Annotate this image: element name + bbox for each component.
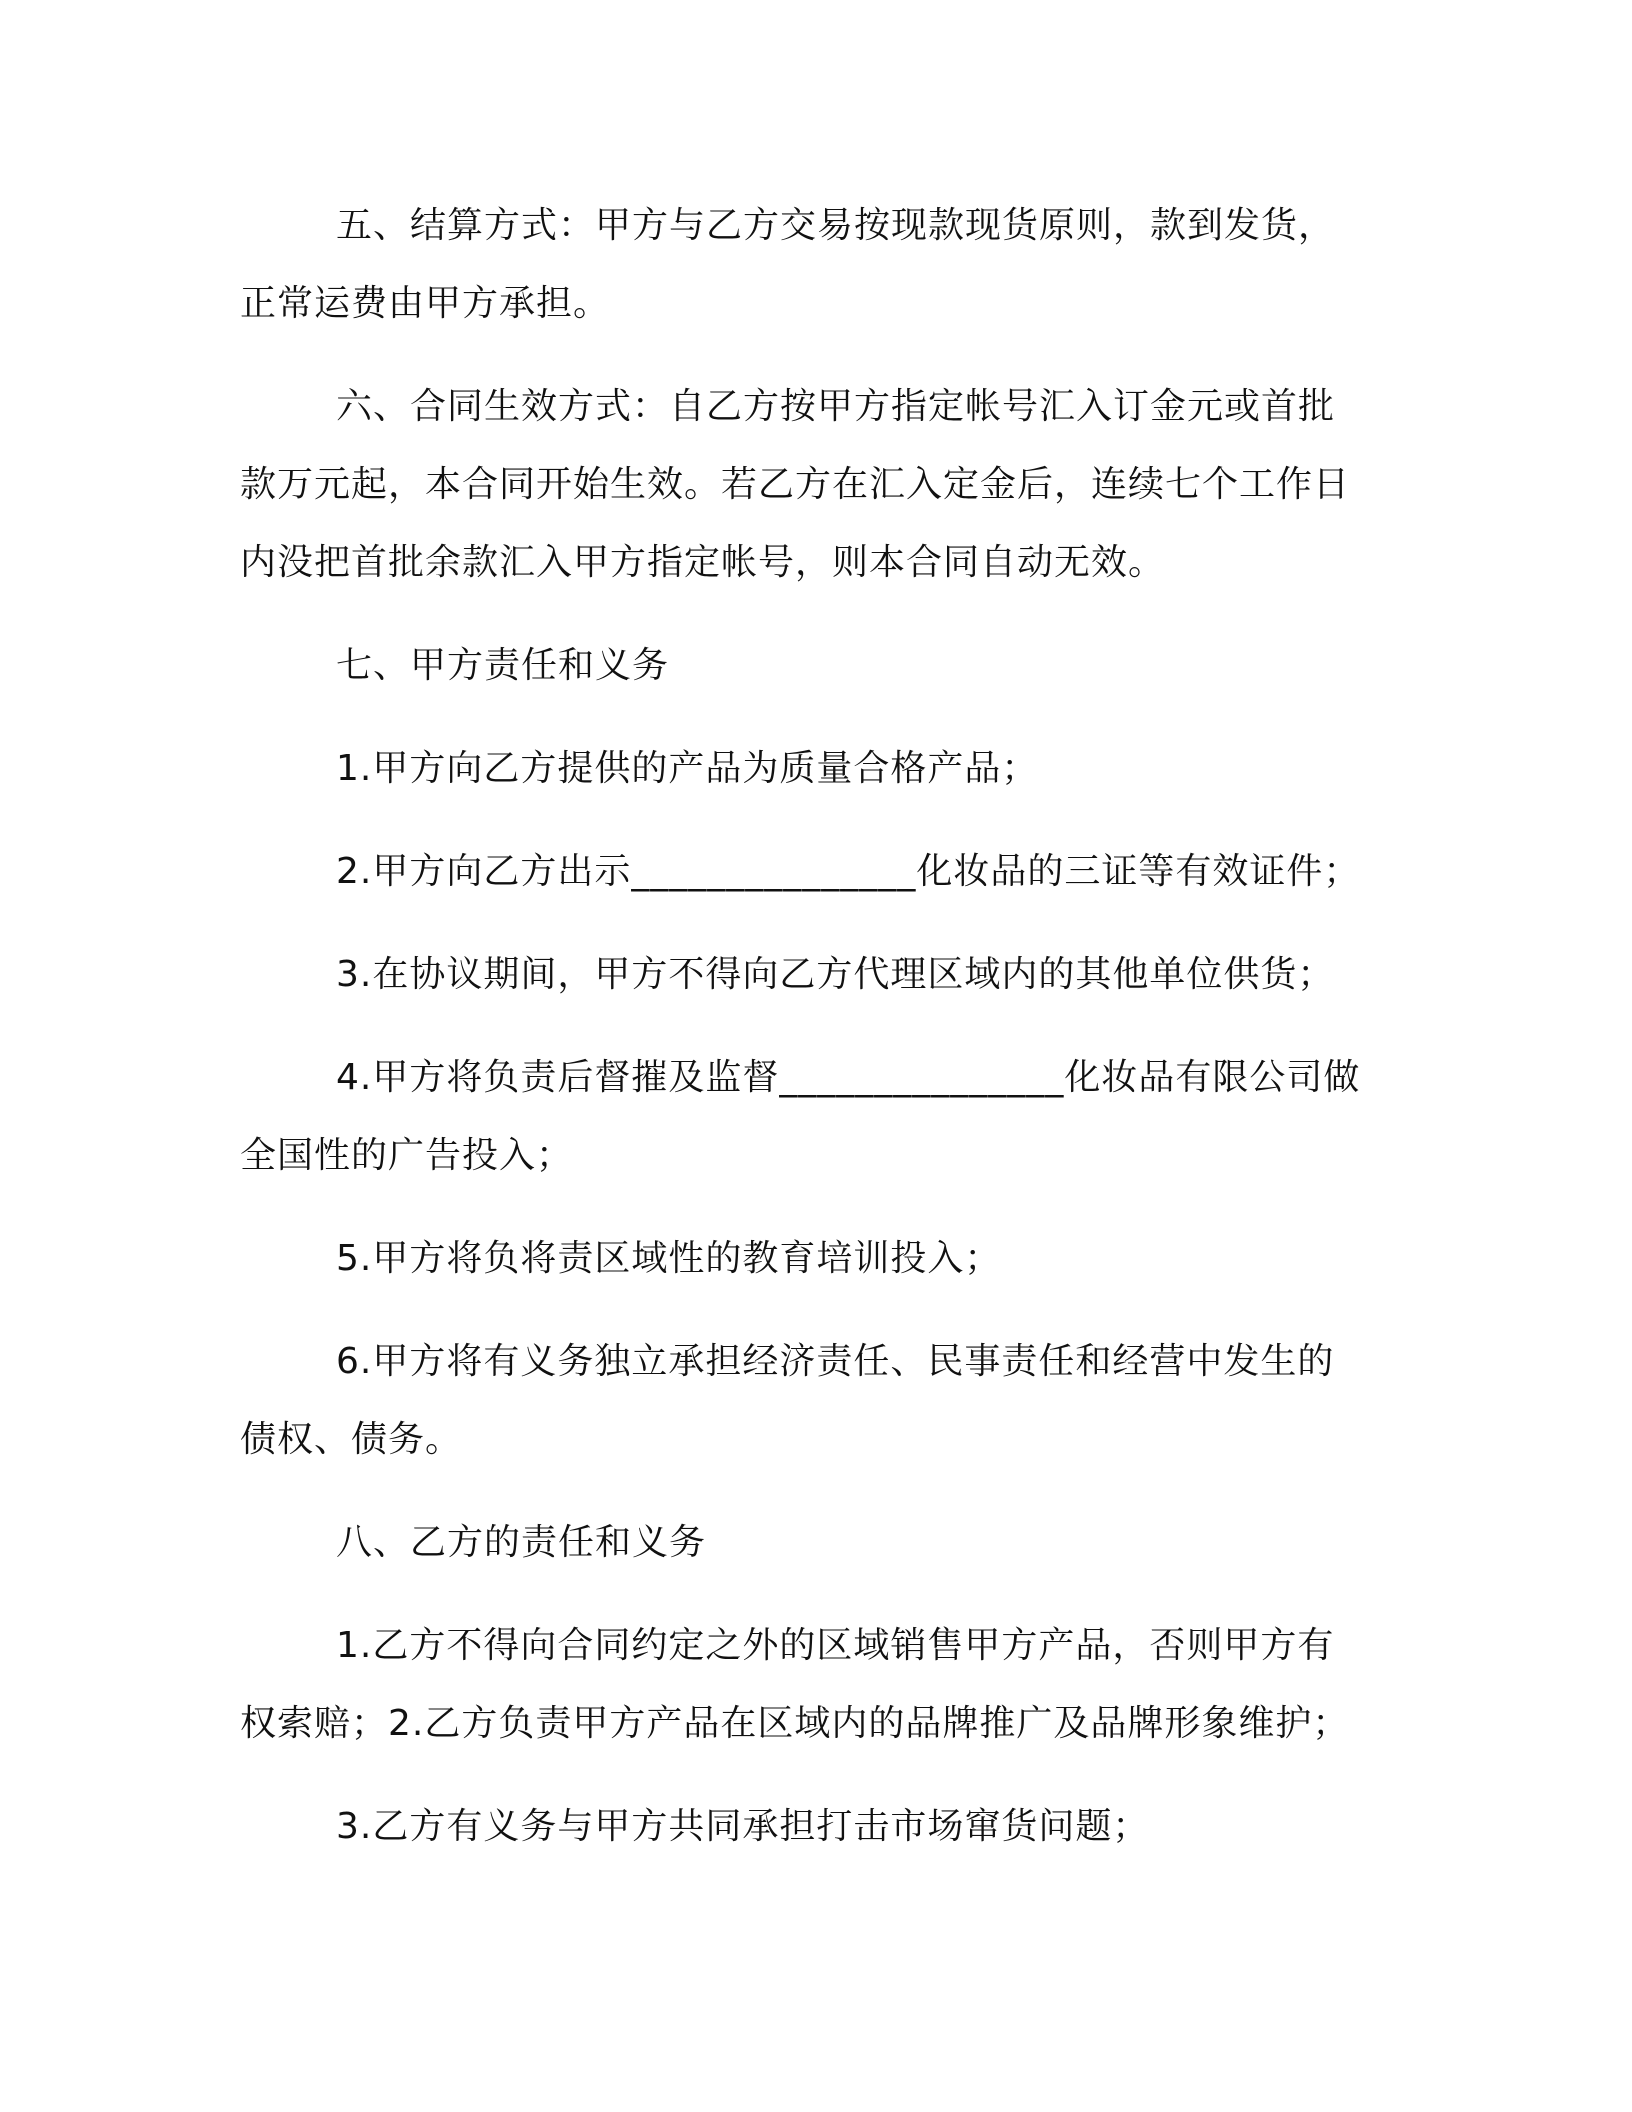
clause-7-item-1: 1.甲方向乙方提供的产品为质量合格产品； (336, 748, 1039, 789)
document-body (240, 187, 1370, 1866)
clause-7-item-3: 3.在协议期间，甲方不得向乙方代理区域内的其他单位供货； (336, 954, 1335, 995)
clause-7-item-5: 5.甲方将负将责区域性的教育培训投入； (336, 1238, 1002, 1279)
clause-8-item-3: 3.乙方有义务与甲方共同承担打击市场窜货问题； (336, 1806, 1150, 1847)
clause-8-item-1-2: 1.乙方不得向合同约定之外的区域销售甲方产品，否则甲方有权索赔；2.乙方负责甲方产品在区域内的品牌推广及品牌形象维护； (240, 1625, 1350, 1744)
clause-8-heading: 八、乙方的责任和义务 (336, 1522, 707, 1563)
clause-5-settlement: 五、结算方式：甲方与乙方交易按现款现货原则，款到发货，正常运费由甲方承担。 (240, 205, 1336, 324)
clause-7-item-6: 6.甲方将有义务独立承担经济责任、民事责任和经营中发生的债权、债务。 (240, 1341, 1335, 1460)
clause-7-item-2: 2.甲方向乙方出示_______________化妆品的三证等有效证件； (336, 851, 1361, 892)
clause-6-effectiveness: 六、合同生效方式：自乙方按甲方指定帐号汇入订金元或首批款万元起，本合同开始生效。若乙方在汇入定金后，连续七个工作日内没把首批余款汇入甲方指定帐号，则本合同自动无效。 (240, 386, 1351, 583)
clause-7-heading: 七、甲方责任和义务 (336, 645, 670, 686)
clause-7-item-4: 4.甲方将负责后督摧及监督_______________化妆品有限公司做全国性的广告投入； (240, 1057, 1361, 1176)
